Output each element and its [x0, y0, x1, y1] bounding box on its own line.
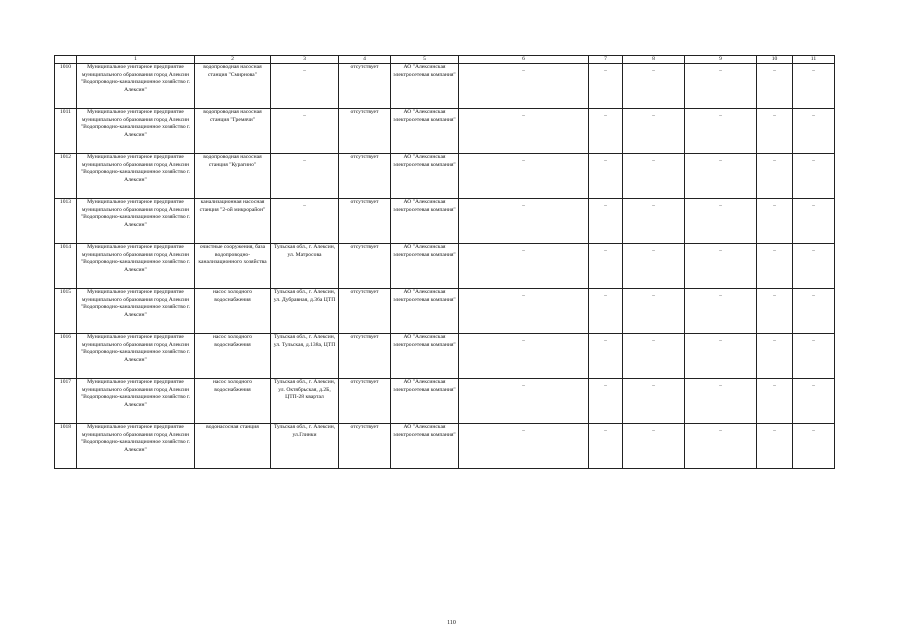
cell-value: –: [719, 158, 722, 165]
cell-value: –: [773, 383, 776, 390]
cell-value: –: [604, 158, 607, 165]
cell-value: –: [522, 383, 525, 390]
cell-value: –: [812, 248, 815, 255]
cell-c6: [459, 244, 589, 289]
cell-address: Тульская обл., г. Алексин, ул. Матросова: [271, 244, 339, 289]
cell-num: 1011: [55, 109, 77, 154]
cell-c7: [589, 379, 623, 424]
cell-owner: Муниципальное унитарное предприятие муниципального образования город Алексин "Водопроводно-канализационное хозяйство г. Алексин": [77, 199, 195, 244]
cell-address: [271, 64, 339, 109]
table-row: [55, 334, 835, 379]
table-row: [55, 244, 835, 289]
cell-c7: [589, 199, 623, 244]
cell-c8: [623, 64, 685, 109]
cell-value: –: [652, 203, 655, 210]
cell-c10: [757, 244, 793, 289]
table-row: [55, 154, 835, 199]
column-header-3: 3: [271, 56, 339, 64]
cell-value: –: [522, 68, 525, 75]
column-header-8: 8: [623, 56, 685, 64]
cell-c10: [757, 424, 793, 469]
cell-value: –: [303, 203, 306, 210]
cell-value: –: [522, 113, 525, 120]
cell-c8: [623, 244, 685, 289]
cell-c10: [757, 334, 793, 379]
column-header-5: 5: [391, 56, 459, 64]
cell-value: –: [604, 203, 607, 210]
cell-c10: [757, 109, 793, 154]
cell-c6: [459, 199, 589, 244]
cell-value: –: [719, 68, 722, 75]
cell-org: АО "Алексинская электросетевая компания": [391, 289, 459, 334]
cell-owner: Муниципальное унитарное предприятие муниципального образования город Алексин "Водопроводно-канализационное хозяйство г. Алексин": [77, 334, 195, 379]
cell-value: –: [522, 248, 525, 255]
cell-c9: [685, 199, 757, 244]
cell-value: –: [812, 383, 815, 390]
cell-status: отсутствует: [339, 379, 391, 424]
cell-value: –: [652, 248, 655, 255]
cell-object: насос холодного водоснабжения: [195, 334, 271, 379]
cell-org: АО "Алексинская электросетевая компания": [391, 109, 459, 154]
cell-c9: [685, 424, 757, 469]
cell-address: Тульская обл., г. Алексин, ул.Глинки: [271, 424, 339, 469]
cell-c7: [589, 334, 623, 379]
cell-object: насос холодного водоснабжения: [195, 289, 271, 334]
cell-object: насос холодного водоснабжения: [195, 379, 271, 424]
table-row: [55, 199, 835, 244]
cell-address: Тульская обл., г. Алексин, ул. Октябрьская, д.2Б, ЦТП-28 квартал: [271, 379, 339, 424]
registry-table: [54, 55, 835, 469]
cell-value: –: [719, 203, 722, 210]
cell-value: –: [812, 68, 815, 75]
column-header-4: 4: [339, 56, 391, 64]
cell-num: 1018: [55, 424, 77, 469]
cell-owner: Муниципальное унитарное предприятие муниципального образования город Алексин "Водопроводно-канализационное хозяйство г. Алексин": [77, 379, 195, 424]
cell-c9: [685, 109, 757, 154]
cell-owner: Муниципальное унитарное предприятие муниципального образования город Алексин "Водопроводно-канализационное хозяйство г. Алексин": [77, 109, 195, 154]
column-header-9: 9: [685, 56, 757, 64]
cell-c7: [589, 244, 623, 289]
cell-value: –: [604, 383, 607, 390]
cell-value: –: [719, 293, 722, 300]
cell-status: отсутствует: [339, 244, 391, 289]
cell-num: 1014: [55, 244, 77, 289]
cell-value: –: [522, 158, 525, 165]
cell-c10: [757, 289, 793, 334]
cell-object: водонасосная станция: [195, 424, 271, 469]
cell-value: –: [812, 338, 815, 345]
cell-value: –: [773, 158, 776, 165]
column-header-7: 7: [589, 56, 623, 64]
cell-c10: [757, 154, 793, 199]
cell-value: –: [604, 248, 607, 255]
cell-c9: [685, 154, 757, 199]
cell-value: –: [604, 338, 607, 345]
cell-value: –: [773, 428, 776, 435]
cell-value: –: [652, 428, 655, 435]
cell-c8: [623, 379, 685, 424]
cell-c10: [757, 64, 793, 109]
table-row: [55, 64, 835, 109]
cell-c8: [623, 154, 685, 199]
cell-value: –: [773, 113, 776, 120]
cell-c11: [793, 334, 835, 379]
cell-num: 1017: [55, 379, 77, 424]
cell-value: –: [812, 113, 815, 120]
cell-value: –: [773, 203, 776, 210]
column-header-1: 1: [77, 56, 195, 64]
cell-value: –: [652, 158, 655, 165]
cell-c6: [459, 289, 589, 334]
cell-c10: [757, 199, 793, 244]
cell-value: –: [522, 203, 525, 210]
cell-value: –: [522, 338, 525, 345]
cell-address: Тульская обл., г. Алексин, ул. Тульская, д.138а, ЦТП: [271, 334, 339, 379]
cell-object: водопроводная насосная станция "Гремячи": [195, 109, 271, 154]
cell-c11: [793, 109, 835, 154]
cell-c7: [589, 64, 623, 109]
table-row: [55, 289, 835, 334]
cell-status: отсутствует: [339, 424, 391, 469]
cell-value: –: [719, 428, 722, 435]
cell-owner: Муниципальное унитарное предприятие муниципального образования город Алексин "Водопроводно-канализационное хозяйство г. Алексин": [77, 154, 195, 199]
cell-value: –: [303, 113, 306, 120]
cell-c6: [459, 379, 589, 424]
cell-c11: [793, 154, 835, 199]
table-row: [55, 109, 835, 154]
cell-status: отсутствует: [339, 154, 391, 199]
cell-value: –: [604, 113, 607, 120]
cell-value: –: [773, 338, 776, 345]
cell-num: 1016: [55, 334, 77, 379]
cell-c7: [589, 424, 623, 469]
cell-org: АО "Алексинская электросетевая компания": [391, 334, 459, 379]
cell-value: –: [652, 293, 655, 300]
cell-status: отсутствует: [339, 334, 391, 379]
cell-c9: [685, 244, 757, 289]
table-row: [55, 379, 835, 424]
page-number: 110: [447, 620, 456, 626]
cell-c11: [793, 289, 835, 334]
cell-object: водопроводная насосная станция "Курагино": [195, 154, 271, 199]
cell-num: 1010: [55, 64, 77, 109]
cell-c11: [793, 424, 835, 469]
cell-org: АО "Алексинская электросетевая компания": [391, 64, 459, 109]
cell-c8: [623, 199, 685, 244]
cell-value: –: [719, 113, 722, 120]
column-header-6: 6: [459, 56, 589, 64]
cell-c6: [459, 109, 589, 154]
cell-status: отсутствует: [339, 199, 391, 244]
cell-value: –: [303, 68, 306, 75]
cell-org: АО "Алексинская электросетевая компания": [391, 154, 459, 199]
cell-value: –: [652, 113, 655, 120]
cell-value: –: [604, 293, 607, 300]
cell-c9: [685, 334, 757, 379]
cell-org: АО "Алексинская электросетевая компания": [391, 424, 459, 469]
cell-value: –: [522, 293, 525, 300]
cell-num: 1012: [55, 154, 77, 199]
column-header-10: 10: [757, 56, 793, 64]
cell-value: –: [773, 68, 776, 75]
cell-c6: [459, 424, 589, 469]
cell-status: отсутствует: [339, 289, 391, 334]
cell-c7: [589, 154, 623, 199]
column-header-0: [55, 56, 77, 64]
cell-c9: [685, 64, 757, 109]
cell-value: –: [719, 338, 722, 345]
cell-value: –: [773, 248, 776, 255]
cell-value: –: [652, 338, 655, 345]
cell-num: 1015: [55, 289, 77, 334]
cell-c6: [459, 334, 589, 379]
cell-value: –: [652, 68, 655, 75]
column-header-11: 11: [793, 56, 835, 64]
cell-owner: Муниципальное унитарное предприятие муниципального образования город Алексин "Водопроводно-канализационное хозяйство г. Алексин": [77, 424, 195, 469]
cell-value: –: [812, 428, 815, 435]
cell-owner: Муниципальное унитарное предприятие муниципального образования город Алексин "Водопроводно-канализационное хозяйство г. Алексин": [77, 289, 195, 334]
cell-object: очистные сооружения, база водопроводно-канализационного хозяйства: [195, 244, 271, 289]
cell-value: –: [719, 248, 722, 255]
cell-c7: [589, 289, 623, 334]
cell-address: Тульская обл., г. Алексин, ул. Дубравная, д.36а ЦТП: [271, 289, 339, 334]
cell-owner: Муниципальное унитарное предприятие муниципального образования город Алексин "Водопроводно-канализационное хозяйство г. Алексин": [77, 244, 195, 289]
cell-value: –: [812, 203, 815, 210]
cell-org: АО "Алексинская электросетевая компания": [391, 379, 459, 424]
cell-object: водопроводная насосная станция "Смирнова": [195, 64, 271, 109]
cell-status: отсутствует: [339, 109, 391, 154]
table-body: [55, 64, 835, 469]
cell-address: [271, 199, 339, 244]
header-row: [55, 56, 835, 64]
cell-value: –: [604, 68, 607, 75]
cell-owner: Муниципальное унитарное предприятие муниципального образования город Алексин "Водопроводно-канализационное хозяйство г. Алексин": [77, 64, 195, 109]
cell-c9: [685, 379, 757, 424]
cell-value: –: [719, 383, 722, 390]
cell-org: АО "Алексинская электросетевая компания": [391, 244, 459, 289]
cell-value: –: [303, 158, 306, 165]
cell-num: 1013: [55, 199, 77, 244]
cell-c11: [793, 379, 835, 424]
column-header-2: 2: [195, 56, 271, 64]
cell-c8: [623, 424, 685, 469]
cell-object: канализационная насосная станция "2-ой микрорайон": [195, 199, 271, 244]
cell-value: –: [812, 158, 815, 165]
cell-value: –: [812, 293, 815, 300]
cell-c8: [623, 334, 685, 379]
cell-c8: [623, 289, 685, 334]
cell-c9: [685, 289, 757, 334]
cell-address: [271, 109, 339, 154]
cell-value: –: [652, 383, 655, 390]
cell-c10: [757, 379, 793, 424]
cell-c6: [459, 64, 589, 109]
cell-c7: [589, 109, 623, 154]
cell-c11: [793, 244, 835, 289]
cell-status: отсутствует: [339, 64, 391, 109]
cell-c8: [623, 109, 685, 154]
cell-c6: [459, 154, 589, 199]
cell-c11: [793, 64, 835, 109]
cell-address: [271, 154, 339, 199]
table-row: [55, 424, 835, 469]
cell-c11: [793, 199, 835, 244]
cell-value: –: [522, 428, 525, 435]
cell-value: –: [604, 428, 607, 435]
cell-org: АО "Алексинская электросетевая компания": [391, 199, 459, 244]
cell-value: –: [773, 293, 776, 300]
